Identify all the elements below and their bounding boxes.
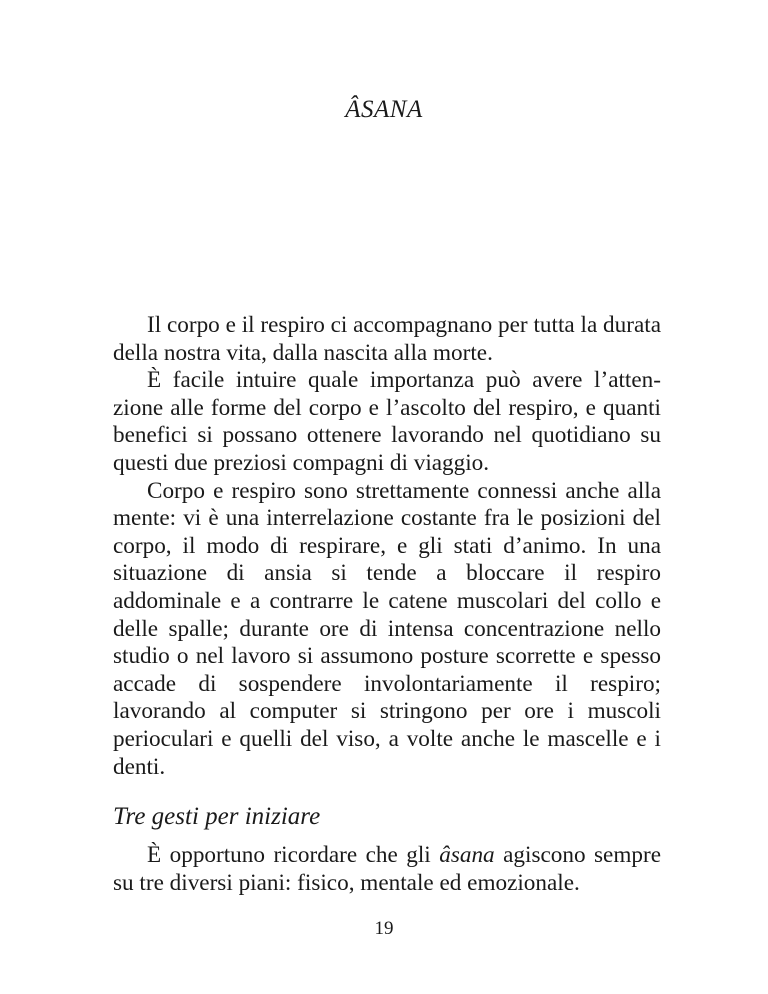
paragraph-3: Corpo e respiro sono strettamente connessi anche alla mente: vi è una interrelazione costante fra le posizioni del corpo, il modo di respirare, e gli stati d’animo. In una situazione di ansia si tende a bloccare il respiro addominale e a contrarre le catene muscolari del collo e delle spalle; durante ore di intensa concentrazione nello studio o nel lavoro si assumono posture scorrette e spesso accade di sospendere involontariamente il respiro; lavorando al computer si stringono per ore i muscoli perioculari e quelli del viso, a volte anche le mascelle e i denti. bbox=[113, 477, 661, 780]
paragraph-4 bbox=[113, 842, 661, 897]
paragraph-4-before: È opportuno ricordare che gli bbox=[147, 842, 440, 869]
page-number: 19 bbox=[374, 918, 394, 939]
section-heading: Tre gesti per iniziare bbox=[113, 803, 321, 831]
paragraph-1: Il corpo e il respiro ci accompagnano per tutta la durata della nostra vita, dalla nascita alla morte. bbox=[113, 312, 661, 366]
asana-term: âsana bbox=[439, 842, 495, 869]
paragraph-2: È facile intuire quale importanza può avere l’attenzione alle forme del corpo e l’ascolto del respiro, e quanti benefici si possano ottenere lavorando nel quotidiano su questi due preziosi compagni di viaggio. bbox=[113, 367, 661, 476]
chapter-title: ÂSANA bbox=[345, 96, 423, 123]
body-text bbox=[113, 312, 661, 897]
paragraph-4-after: agiscono sempre su tre diversi piani: fisico, mentale ed emozionale. bbox=[113, 842, 661, 896]
